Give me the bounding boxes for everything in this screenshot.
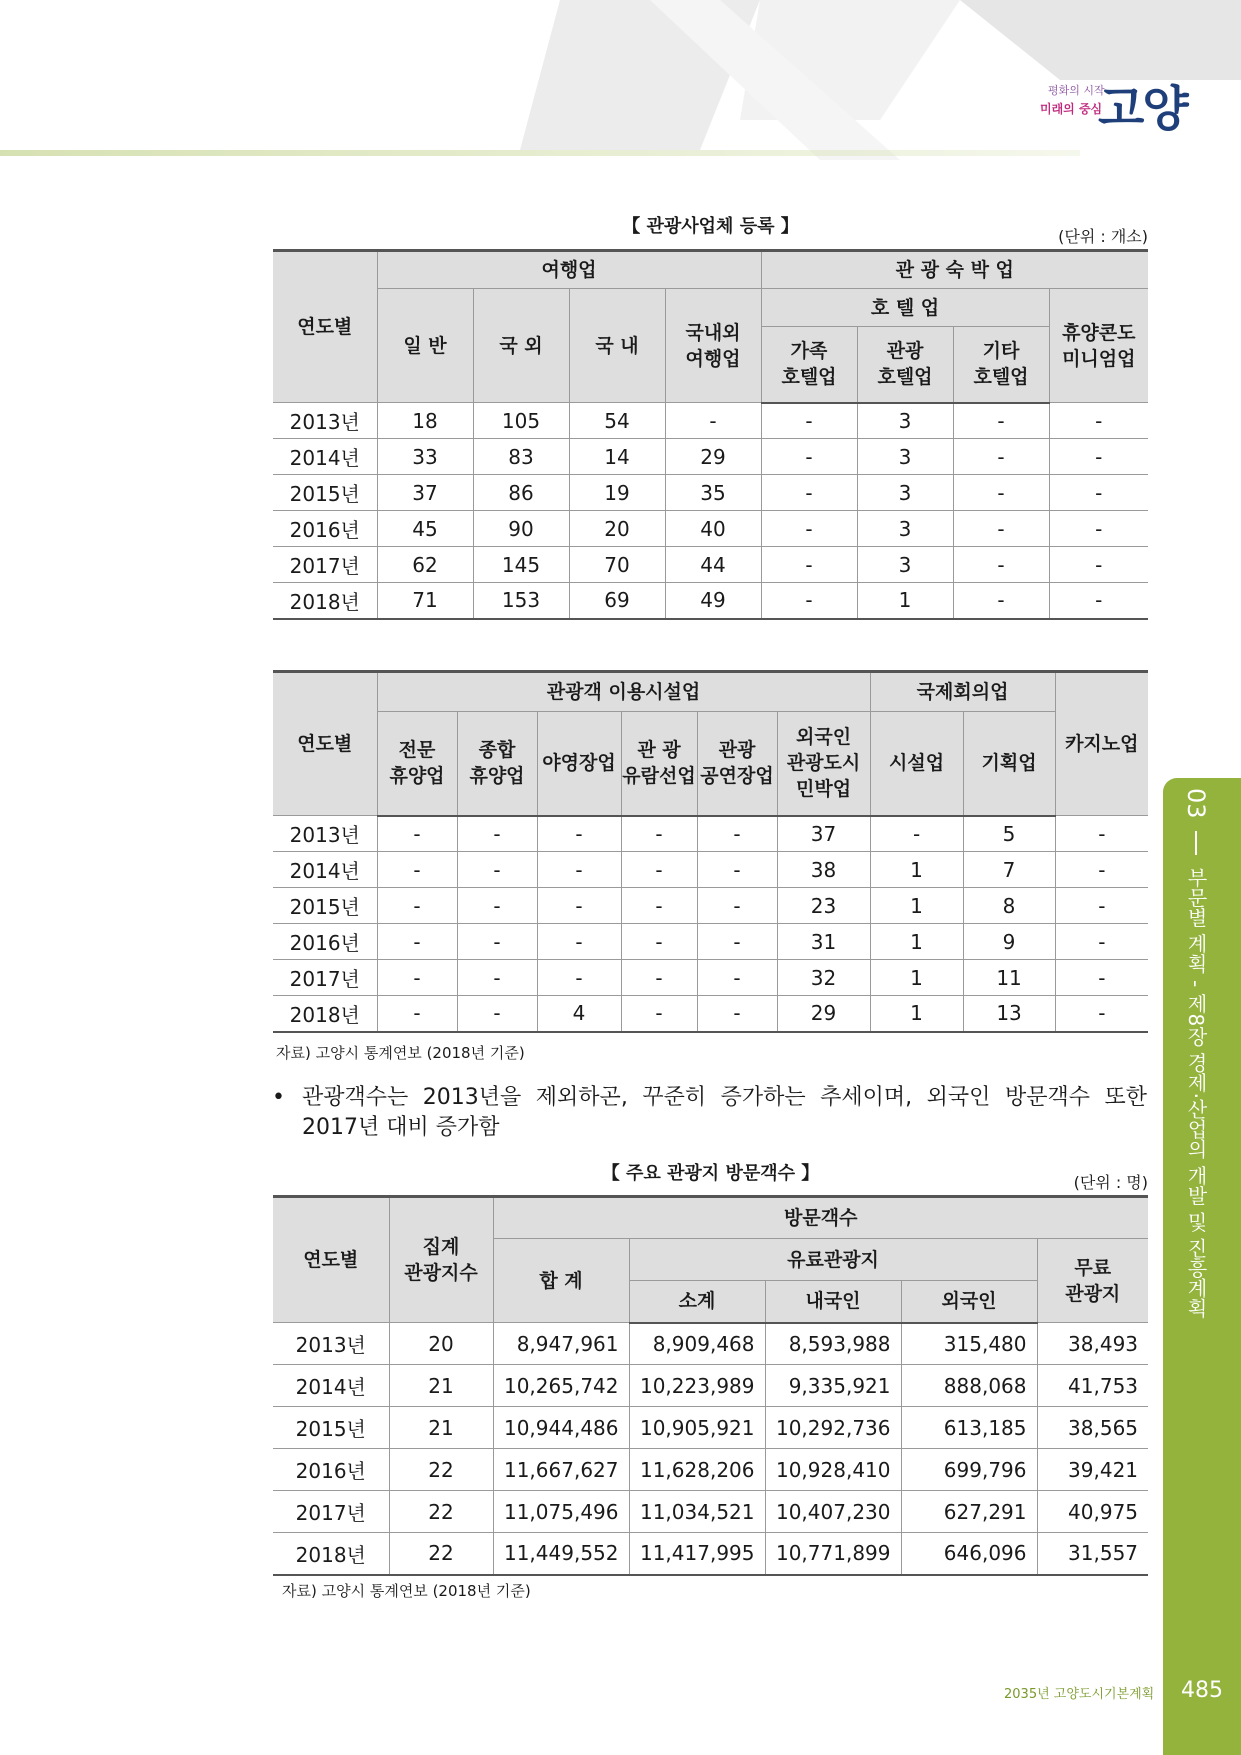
value-cell: 11,034,521 [629,1491,765,1533]
value-cell: - [1049,475,1148,511]
value-cell: 8,593,988 [765,1323,901,1365]
value-cell: 699,796 [901,1449,1037,1491]
value-cell: - [1049,403,1148,439]
value-cell: - [457,888,537,924]
value-cell: 3 [857,475,953,511]
year-cell: 2016년 [273,511,377,547]
value-cell: 10,905,921 [629,1407,765,1449]
value-cell: 21 [389,1365,493,1407]
value-cell: - [537,852,621,888]
value-cell: - [761,403,857,439]
header-visitors: 방문객수 [493,1197,1148,1239]
value-cell: 32 [777,960,870,996]
header-facility: 관광객 이용시설업 [377,672,870,712]
tourism-facility-table [273,670,1148,1033]
header-planning: 기획업 [963,712,1055,816]
header-cruise: 관 광 유람선업 [621,712,697,816]
value-cell: 10,292,736 [765,1407,901,1449]
value-cell: 23 [777,888,870,924]
value-cell: 7 [963,852,1055,888]
value-cell: - [621,888,697,924]
value-cell: - [457,960,537,996]
value-cell: - [697,816,777,852]
table-row [273,547,1148,583]
header-site-count: 집계 관광지수 [389,1197,493,1323]
value-cell: - [537,960,621,996]
value-cell: - [1049,511,1148,547]
value-cell: 40 [665,511,761,547]
header-year: 연도별 [273,672,377,816]
value-cell: - [1049,439,1148,475]
value-cell: 888,068 [901,1365,1037,1407]
value-cell: 10,944,486 [493,1407,629,1449]
value-cell: 38,565 [1037,1407,1148,1449]
value-cell: 8,947,961 [493,1323,629,1365]
value-cell: 11,075,496 [493,1491,629,1533]
value-cell: 19 [569,475,665,511]
value-cell: 153 [473,583,569,619]
value-cell: - [761,475,857,511]
table3-caption: 【 주요 관광지 방문객수 】 [601,1163,820,1184]
value-cell: - [457,816,537,852]
value-cell: 29 [665,439,761,475]
year-cell: 2016년 [273,924,377,960]
value-cell: - [1055,888,1148,924]
value-cell: - [761,547,857,583]
value-cell: 1 [870,996,963,1032]
value-cell: - [1055,960,1148,996]
value-cell: - [621,960,697,996]
value-cell: - [457,996,537,1032]
header-conference: 국제회의업 [870,672,1055,712]
value-cell: - [621,816,697,852]
value-cell: 5 [963,816,1055,852]
value-cell: 10,223,989 [629,1365,765,1407]
value-cell: 1 [870,924,963,960]
value-cell: 49 [665,583,761,619]
page-number: 485 [1181,1678,1223,1703]
table-row [273,475,1148,511]
value-cell: 37 [377,475,473,511]
table-row [273,1365,1148,1407]
header-subtotal: 소계 [629,1281,765,1323]
header-special-resort: 전문 휴양업 [377,712,457,816]
value-cell: 11,417,995 [629,1533,765,1575]
value-cell: - [621,924,697,960]
year-cell: 2014년 [273,852,377,888]
logo-slogan-1: 평화의 시작 [1048,84,1105,97]
value-cell: 11 [963,960,1055,996]
header-other-hotel: 기타 호텔업 [953,327,1049,403]
value-cell: 3 [857,511,953,547]
table-row [273,1533,1148,1575]
value-cell: - [697,924,777,960]
value-cell: 29 [777,996,870,1032]
header-year: 연도별 [273,1197,389,1323]
value-cell: 22 [389,1449,493,1491]
value-cell: 8,909,468 [629,1323,765,1365]
logo-name: 고양 [1098,81,1187,137]
value-cell: 1 [870,960,963,996]
value-cell: - [953,511,1049,547]
value-cell: 1 [857,583,953,619]
value-cell: 11,449,552 [493,1533,629,1575]
value-cell: - [665,403,761,439]
header-condo: 휴양콘도 미니엄업 [1049,289,1148,403]
year-cell: 2016년 [273,1449,389,1491]
table-row [273,403,1148,439]
value-cell: 1 [870,852,963,888]
header-foreign-visitors: 외국인 [901,1281,1037,1323]
value-cell: 11,628,206 [629,1449,765,1491]
value-cell: 105 [473,403,569,439]
table1-caption: 【 관광사업체 등록 】 [622,216,799,237]
value-cell: 71 [377,583,473,619]
value-cell: 627,291 [901,1491,1037,1533]
value-cell: 8 [963,888,1055,924]
value-cell: 40,975 [1037,1491,1148,1533]
chapter-side-tab [1163,778,1241,1755]
bullet-mark: • [272,1085,285,1110]
value-cell: 9,335,921 [765,1365,901,1407]
value-cell: 20 [569,511,665,547]
value-cell: - [697,996,777,1032]
year-cell: 2015년 [273,475,377,511]
chapter-divider [1195,831,1197,855]
summary-bullet [272,1083,1147,1143]
value-cell: - [537,816,621,852]
table-row [273,511,1148,547]
value-cell: 70 [569,547,665,583]
visitor-count-table [273,1195,1148,1576]
value-cell: 3 [857,547,953,583]
header-hotel: 호 텔 업 [761,289,1049,327]
value-cell: - [537,888,621,924]
header-performance: 관광 공연장업 [697,712,777,816]
value-cell: - [953,547,1049,583]
value-cell: 4 [537,996,621,1032]
value-cell: - [377,960,457,996]
table-row [273,924,1148,960]
value-cell: 62 [377,547,473,583]
table-row [273,816,1148,852]
table-row [273,1449,1148,1491]
value-cell: - [377,996,457,1032]
table2-source: 자료) 고양시 통계연보 (2018년 기준) [276,1044,525,1062]
value-cell: 83 [473,439,569,475]
header-general-resort: 종합 휴양업 [457,712,537,816]
header-casino: 카지노업 [1055,672,1148,816]
table-row [273,1407,1148,1449]
year-cell: 2014년 [273,439,377,475]
value-cell: - [377,852,457,888]
value-cell: - [953,403,1049,439]
year-cell: 2018년 [273,1533,389,1575]
value-cell: 11,667,627 [493,1449,629,1491]
value-cell: 10,407,230 [765,1491,901,1533]
table-row [273,960,1148,996]
header-total: 합 계 [493,1239,629,1323]
value-cell: 22 [389,1491,493,1533]
table-row [273,888,1148,924]
header-intl-domestic: 국내외 여행업 [665,289,761,403]
value-cell: 21 [389,1407,493,1449]
value-cell: - [621,996,697,1032]
value-cell: 646,096 [901,1533,1037,1575]
header-homestay: 외국인 관광도시 민박업 [777,712,870,816]
table-row [273,583,1148,619]
value-cell: - [761,583,857,619]
value-cell: - [1055,816,1148,852]
value-cell: - [457,852,537,888]
header-general: 일 반 [377,289,473,403]
value-cell: - [377,924,457,960]
chapter-title: 부문별 계획 - 제8장 경제·산업의 개발 및 진흥계획 [1184,867,1208,1319]
header-tourist-hotel: 관광 호텔업 [857,327,953,403]
value-cell: 10,771,899 [765,1533,901,1575]
value-cell: 315,480 [901,1323,1037,1365]
value-cell: - [953,583,1049,619]
value-cell: 10,928,410 [765,1449,901,1491]
value-cell: 38 [777,852,870,888]
value-cell: 20 [389,1323,493,1365]
value-cell: - [537,924,621,960]
value-cell: - [1055,996,1148,1032]
value-cell: - [870,816,963,852]
value-cell: 90 [473,511,569,547]
value-cell: - [377,816,457,852]
year-cell: 2015년 [273,888,377,924]
year-cell: 2017년 [273,960,377,996]
year-cell: 2013년 [273,1323,389,1365]
table3-source: 자료) 고양시 통계연보 (2018년 기준) [282,1582,531,1600]
table3-unit: (단위 : 명) [1073,1173,1148,1192]
value-cell: 86 [473,475,569,511]
value-cell: 45 [377,511,473,547]
plan-title: 2035년 고양도시기본계획 [1004,1687,1155,1702]
bullet-text: 관광객수는 2013년을 제외하곤, 꾸준히 증가하는 추세이며, 외국인 방문객수 또한 2017년 대비 증가함 [302,1085,1147,1140]
year-cell: 2015년 [273,1407,389,1449]
value-cell: 39,421 [1037,1449,1148,1491]
year-cell: 2013년 [273,816,377,852]
value-cell: - [697,960,777,996]
value-cell: 44 [665,547,761,583]
tourism-business-table [273,249,1148,620]
header-free: 무료 관광지 [1037,1239,1148,1323]
value-cell: - [1049,547,1148,583]
value-cell: 1 [870,888,963,924]
value-cell: - [1055,924,1148,960]
year-cell: 2017년 [273,547,377,583]
value-cell: 3 [857,403,953,439]
goyang-logo [1030,50,1210,140]
value-cell: - [761,511,857,547]
table-row [273,852,1148,888]
header-rule [0,150,1080,156]
header-overseas: 국 외 [473,289,569,403]
value-cell: 18 [377,403,473,439]
table-row [273,1491,1148,1533]
value-cell: 613,185 [901,1407,1037,1449]
value-cell: - [621,852,697,888]
header-domestic: 국 내 [569,289,665,403]
value-cell: - [761,439,857,475]
year-cell: 2018년 [273,583,377,619]
value-cell: 10,265,742 [493,1365,629,1407]
value-cell: 54 [569,403,665,439]
year-cell: 2018년 [273,996,377,1032]
table1-unit: (단위 : 개소) [1058,227,1148,246]
header-year: 연도별 [273,251,377,403]
header-travel: 여행업 [377,251,761,289]
table-row [273,996,1148,1032]
value-cell: 41,753 [1037,1365,1148,1407]
value-cell: 9 [963,924,1055,960]
value-cell: 31,557 [1037,1533,1148,1575]
table-row [273,439,1148,475]
table-row [273,1323,1148,1365]
header-paid: 유료관광지 [629,1239,1037,1281]
value-cell: 3 [857,439,953,475]
value-cell: - [1049,583,1148,619]
value-cell: 14 [569,439,665,475]
value-cell: 145 [473,547,569,583]
header-camping: 야영장업 [537,712,621,816]
value-cell: 37 [777,816,870,852]
value-cell: - [697,888,777,924]
value-cell: 69 [569,583,665,619]
value-cell: - [953,439,1049,475]
value-cell: - [953,475,1049,511]
value-cell: 13 [963,996,1055,1032]
value-cell: - [457,924,537,960]
value-cell: 31 [777,924,870,960]
year-cell: 2014년 [273,1365,389,1407]
value-cell: - [377,888,457,924]
chapter-number: 03 [1182,788,1210,819]
header-domestic-visitors: 내국인 [765,1281,901,1323]
value-cell: 35 [665,475,761,511]
header-family-hotel: 가족 호텔업 [761,327,857,403]
value-cell: 38,493 [1037,1323,1148,1365]
value-cell: 22 [389,1533,493,1575]
value-cell: 33 [377,439,473,475]
header-facility-business: 시설업 [870,712,963,816]
value-cell: - [697,852,777,888]
year-cell: 2013년 [273,403,377,439]
logo-slogan-2: 미래의 중심 [1040,102,1103,116]
value-cell: - [1055,852,1148,888]
year-cell: 2017년 [273,1491,389,1533]
header-lodging: 관 광 숙 박 업 [761,251,1148,289]
